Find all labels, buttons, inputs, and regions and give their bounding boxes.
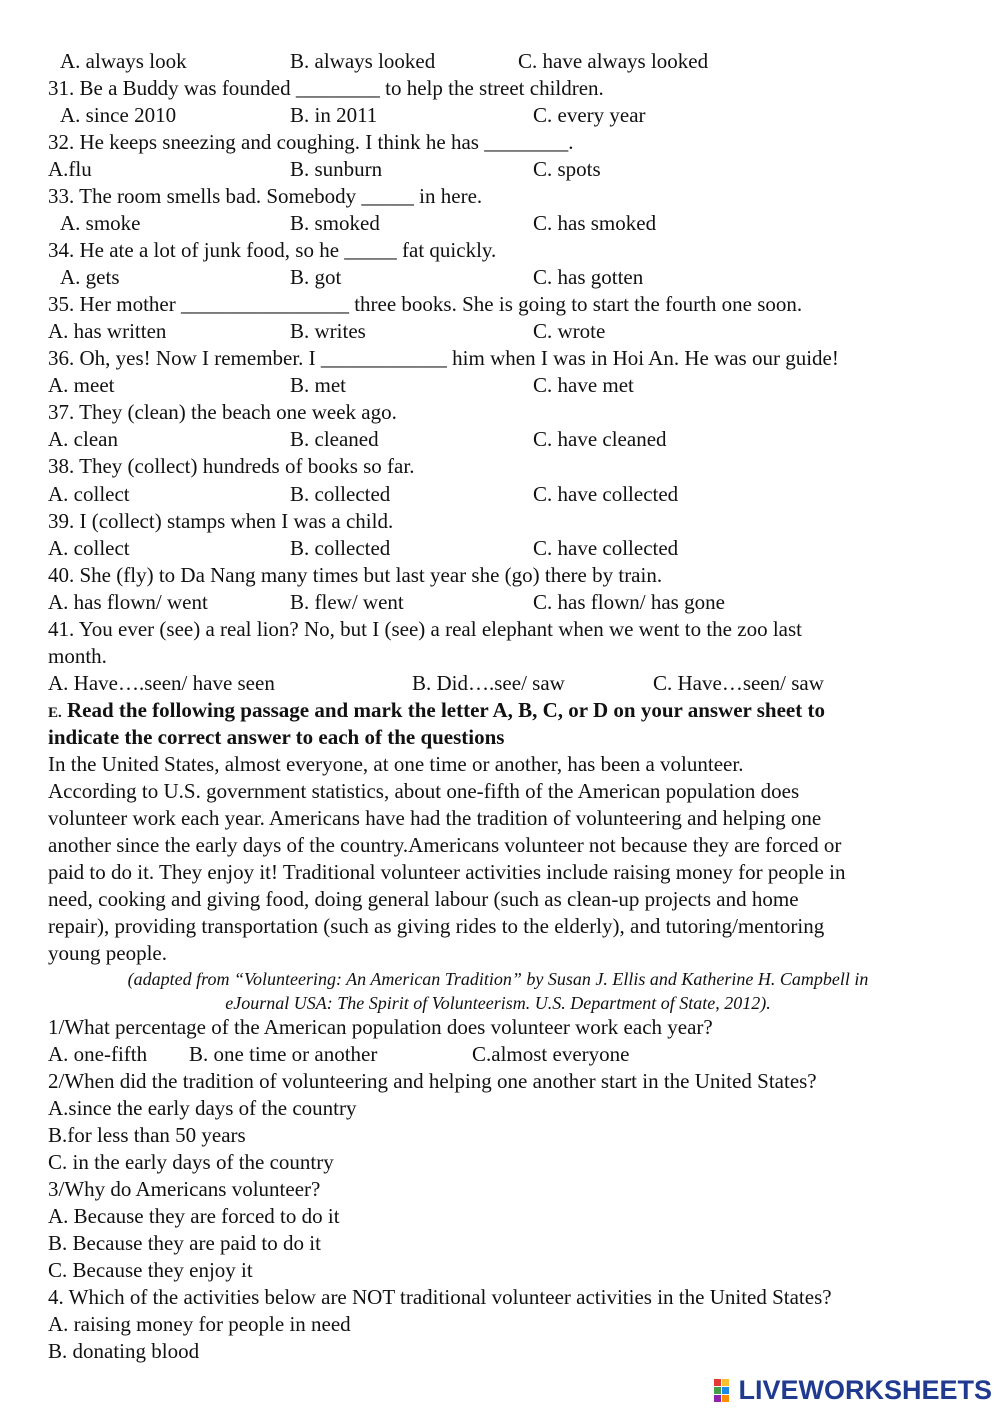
q34-stem: 34. He ate a lot of junk food, so he _____ fat quickly. xyxy=(48,238,497,262)
reading-q3-option-c[interactable]: C. Because they enjoy it xyxy=(48,1258,253,1282)
q35-option-a[interactable]: A. has written xyxy=(48,319,167,343)
q41-stem-line1: 41. You ever (see) a real lion? No, but I (see) a real elephant when we went to the zoo last xyxy=(48,617,802,641)
q30-options xyxy=(48,48,960,75)
q35-stem: 35. Her mother ________________ three books. She is going to start the fourth one soon. xyxy=(48,292,803,316)
q37-option-b[interactable]: B. cleaned xyxy=(290,427,379,451)
reading-q3-option-b[interactable]: B. Because they are paid to do it xyxy=(48,1231,321,1255)
q38-options xyxy=(48,481,960,508)
passage-line: need, cooking and giving food, doing general labour (such as clean-up projects and home xyxy=(48,887,799,911)
q34-option-b[interactable]: B. got xyxy=(290,265,342,289)
reading-q3-stem: 3/Why do Americans volunteer? xyxy=(48,1177,321,1201)
q37-option-a[interactable]: A. clean xyxy=(48,427,118,451)
q41-stem-line2: month. xyxy=(48,644,107,668)
section-e-heading-line2: indicate the correct answer to each of the questions xyxy=(48,725,505,749)
citation-line: eJournal USA: The Spirit of Volunteerism. U.S. Department of State, 2012). xyxy=(225,993,771,1013)
q38-option-a[interactable]: A. collect xyxy=(48,482,130,506)
q41-options xyxy=(48,670,960,697)
reading-q1-stem: 1/What percentage of the American population does volunteer work each year? xyxy=(48,1015,713,1039)
reading-q3-option-a[interactable]: A. Because they are forced to do it xyxy=(48,1204,340,1228)
section-e-title-part1: Read the following passage and mark the letter A, B, C, or D on your answer sheet to xyxy=(61,698,825,722)
q38-stem: 38. They (collect) hundreds of books so far. xyxy=(48,454,415,478)
q35-options xyxy=(48,318,960,345)
reading-passage xyxy=(48,751,948,967)
q37-option-c[interactable]: C. have cleaned xyxy=(533,427,667,451)
q32-stem: 32. He keeps sneezing and coughing. I think he has ________. xyxy=(48,130,574,154)
reading-q1-option-c[interactable]: C.almost everyone xyxy=(472,1042,630,1066)
passage-line: volunteer work each year. Americans have had the tradition of volunteering and helping one xyxy=(48,806,822,830)
q33-options xyxy=(48,210,960,237)
q34-option-c[interactable]: C. has gotten xyxy=(533,265,644,289)
reading-q2-option-b[interactable]: B.for less than 50 years xyxy=(48,1123,246,1147)
q35-option-b[interactable]: B. writes xyxy=(290,319,366,343)
reading-q4-option-a[interactable]: A. raising money for people in need xyxy=(48,1312,351,1336)
q41-option-c[interactable]: C. Have…seen/ saw xyxy=(653,671,824,695)
q40-option-c[interactable]: C. has flown/ has gone xyxy=(533,590,725,614)
q39-option-a[interactable]: A. collect xyxy=(48,536,130,560)
reading-q4-option-b[interactable]: B. donating blood xyxy=(48,1339,200,1363)
q39-stem: 39. I (collect) stamps when I was a child. xyxy=(48,509,394,533)
q36-option-b[interactable]: B. met xyxy=(290,373,346,397)
q33-option-b[interactable]: B. smoked xyxy=(290,211,380,235)
q31-stem: 31. Be a Buddy was founded ________ to help the street children. xyxy=(48,76,604,100)
q38-option-b[interactable]: B. collected xyxy=(290,482,391,506)
q41-option-b[interactable]: B. Did….see/ saw xyxy=(412,671,565,695)
passage-line: In the United States, almost everyone, at one time or another, has been a volunteer. xyxy=(48,752,744,776)
reading-q1-option-b[interactable]: B. one time or another xyxy=(189,1042,378,1066)
q35-option-c[interactable]: C. wrote xyxy=(533,319,606,343)
q30-option-a[interactable]: A. always look xyxy=(60,49,187,73)
q40-options xyxy=(48,589,960,616)
reading-q2-option-c[interactable]: C. in the early days of the country xyxy=(48,1150,334,1174)
q39-options xyxy=(48,535,960,562)
q31-options xyxy=(48,102,960,129)
reading-q1-option-a[interactable]: A. one-fifth xyxy=(48,1042,148,1066)
q30-option-b[interactable]: B. always looked xyxy=(290,49,436,73)
q40-option-a[interactable]: A. has flown/ went xyxy=(48,590,208,614)
reading-q1-options xyxy=(48,1041,960,1068)
q40-stem: 40. She (fly) to Da Nang many times but last year she (go) there by train. xyxy=(48,563,663,587)
q32-option-c[interactable]: C. spots xyxy=(533,157,601,181)
q32-options xyxy=(48,156,960,183)
q41-option-a[interactable]: A. Have….seen/ have seen xyxy=(48,671,275,695)
q38-option-c[interactable]: C. have collected xyxy=(533,482,679,506)
q33-option-a[interactable]: A. smoke xyxy=(60,211,141,235)
reading-q4-stem: 4. Which of the activities below are NOT traditional volunteer activities in the United States? xyxy=(48,1285,832,1309)
reading-q2-stem: 2/When did the tradition of volunteering and helping one another start in the United States? xyxy=(48,1069,817,1093)
q33-stem: 33. The room smells bad. Somebody _____ in here. xyxy=(48,184,483,208)
passage-line: repair), providing transportation (such as giving rides to the elderly), and tutoring/mentoring xyxy=(48,914,825,938)
passage-line: another since the early days of the country.Americans volunteer not because they are forced or xyxy=(48,833,842,857)
q31-option-c[interactable]: C. every year xyxy=(533,103,646,127)
liveworksheets-logo-icon xyxy=(714,1377,736,1403)
q37-options xyxy=(48,426,960,453)
q31-option-b[interactable]: B. in 2011 xyxy=(290,103,378,127)
section-e-heading-line1 xyxy=(48,697,960,724)
q39-option-b[interactable]: B. collected xyxy=(290,536,391,560)
q36-options xyxy=(48,372,960,399)
reading-q2-option-a[interactable]: A.since the early days of the country xyxy=(48,1096,357,1120)
q36-option-c[interactable]: C. have met xyxy=(533,373,634,397)
passage-line: According to U.S. government statistics, about one-fifth of the American population does xyxy=(48,779,800,803)
liveworksheets-logo[interactable] xyxy=(714,1373,992,1407)
q32-option-a[interactable]: A.flu xyxy=(48,157,92,181)
passage-line: paid to do it. They enjoy it! Traditional volunteer activities include raising money for people in xyxy=(48,860,846,884)
passage-line: young people. xyxy=(48,941,167,965)
q37-stem: 37. They (clean) the beach one week ago. xyxy=(48,400,397,424)
liveworksheets-logo-text: LIVEWORKSHEETS xyxy=(738,1374,992,1405)
q30-option-c[interactable]: C. have always looked xyxy=(518,49,709,73)
q33-option-c[interactable]: C. has smoked xyxy=(533,211,657,235)
q32-option-b[interactable]: B. sunburn xyxy=(290,157,383,181)
q31-option-a[interactable]: A. since 2010 xyxy=(60,103,177,127)
q34-options xyxy=(48,264,960,291)
q36-option-a[interactable]: A. meet xyxy=(48,373,115,397)
passage-citation xyxy=(48,967,948,1015)
q40-option-b[interactable]: B. flew/ went xyxy=(290,590,404,614)
section-e-letter: E. xyxy=(48,705,62,721)
q36-stem: 36. Oh, yes! Now I remember. I ____________ him when I was in Hoi An. He was our guide! xyxy=(48,346,839,370)
q39-option-c[interactable]: C. have collected xyxy=(533,536,679,560)
q34-option-a[interactable]: A. gets xyxy=(60,265,120,289)
citation-line: (adapted from “Volunteering: An American Tradition” by Susan J. Ellis and Katherine H. Campbell in xyxy=(127,969,869,989)
